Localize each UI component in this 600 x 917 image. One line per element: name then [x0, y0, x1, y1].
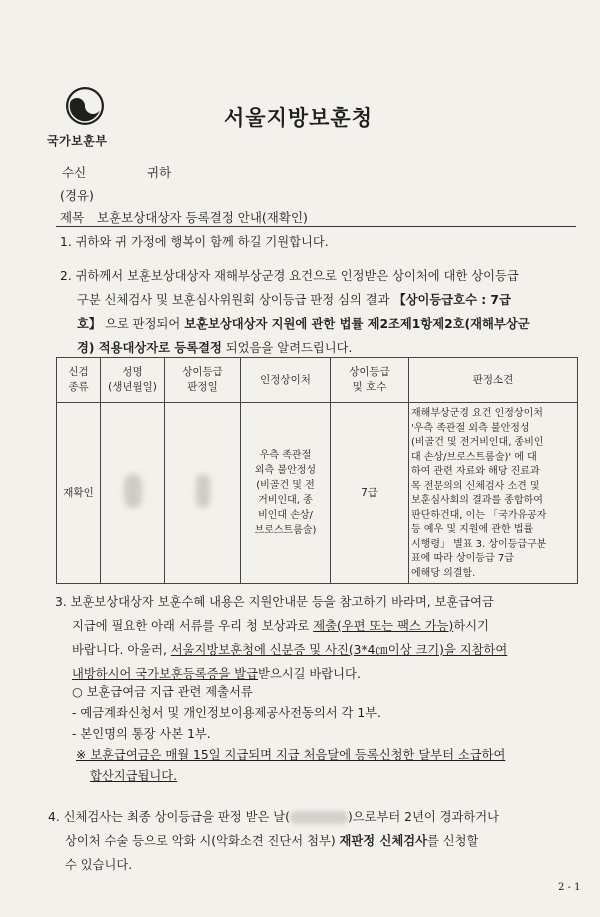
via-label: (경유)	[60, 188, 94, 203]
redacted-date	[290, 811, 348, 824]
paragraph-1: 1. 귀하와 귀 가정에 행복이 함께 하길 기원합니다.	[60, 235, 329, 249]
header-decision-date: 상이등급 판정일	[165, 358, 241, 403]
ministry-logo	[58, 86, 112, 126]
office-title: 서울지방보훈청	[224, 106, 374, 130]
recipient-value: 귀하	[147, 165, 172, 180]
subject-rule	[56, 226, 576, 227]
paragraph-3: 3. 보훈보상대상자 보훈수혜 내용은 지원안내문 등을 참고하기 바라며, 보훈급여금 지급에 필요한 아래 서류를 우리 청 보상과로 제출(우편 또는 팩스 가능)하시기 바랍니다. 아울러, 서울지방보훈청에 신분증 및 사진(3*4㎝이상 크기)을 지참하여 내방하시어 국가보훈등록증을 발급받으시길 바랍니다.	[55, 595, 508, 681]
decision-table	[56, 357, 578, 584]
header-grade: 상이등급 및 호수	[331, 358, 409, 403]
cell-grade: 7급	[331, 403, 409, 584]
header-injury: 인정상이처	[241, 358, 331, 403]
cell-injury: 우측 족관절 외측 불안정성 (비골건 및 전 거비인대, 종 비인대 손상/ 브로스트룸술)	[241, 403, 331, 584]
documents-heading: ○ 보훈급여금 지급 관련 제출서류	[72, 685, 253, 699]
header-name: 성명 (생년월일)	[101, 358, 165, 403]
document-item: - 본인명의 통장 사본 1부.	[72, 727, 211, 741]
paragraph-4: 4. 신체검사는 최종 상이등급을 판정 받은 날( )으로부터 2년이 경과하거나 상이처 수술 등으로 악화 시(악화소견 진단서 첨부) 재판정 신체검사를 신청할 수 있습니다.	[48, 810, 500, 872]
subject-value: 보훈보상대상자 등록결정 안내(재확인)	[97, 210, 308, 225]
ministry-name: 국가보훈부	[47, 134, 108, 148]
table-row	[57, 403, 578, 584]
required-documents: ○ 보훈급여금 지급 관련 제출서류 - 예금계좌신청서 및 개인정보이용제공사전동의서 각 1부. - 본인명의 통장 사본 1부. ※ 보훈급여금은 매월 15일 지급되며 지급 처음달에 등록신청한 달부터 소급하여 합산지급됩니다.	[72, 682, 582, 787]
taegeuk-emblem-icon	[65, 86, 105, 126]
cell-date-redacted	[165, 403, 241, 584]
paragraph-2: 2. 귀하께서 보훈보상대상자 재해부상군경 요건으로 인정받은 상이처에 대한 상이등급 구분 신체검사 및 보훈심사위원회 상이등급 판정 심의 결과 【상이등급호수 : 7급 호】 으로 판정되어 보훈보상대상자 지원에 관한 법률 제2조제1항제2호(재해부상군 경) 적용대상자로 등록결정 되었음을 알려드립니다.	[60, 269, 530, 355]
cell-name-redacted	[101, 403, 165, 584]
payment-note: ※ 보훈급여금은 매월 15일 지급되며 지급 처음달에 등록신청한 달부터 소급하여	[76, 748, 506, 762]
recipient-label: 수신	[62, 165, 87, 180]
cell-exam-type: 재확인	[57, 403, 101, 584]
cell-opinion: 재해부상군경 요건 인정상이처 '우측 족관절 외측 불안정성 (비골건 및 전거비인대, 종비인 대 손상/브로스트룸술)' 에 대 하여 관련 자료와 해당 진료과 목 전문의의 신체검사 소견 및 보훈심사회의 결과를 종합하여 판단하건대, 이는 「국가유공자 등 예우 및 지원에 관한 법률 시행령」 별표 3. 상이등급구분 표에 따라 상이등급 7급 에해당 의결함.	[409, 403, 578, 584]
header-opinion: 판정소견	[409, 358, 578, 403]
header-exam-type: 신검 종류	[57, 358, 101, 403]
page-number: 2 - 1	[558, 882, 581, 893]
subject-label: 제목	[60, 210, 85, 225]
document-item: - 예금계좌신청서 및 개인정보이용제공사전동의서 각 1부.	[72, 706, 381, 720]
